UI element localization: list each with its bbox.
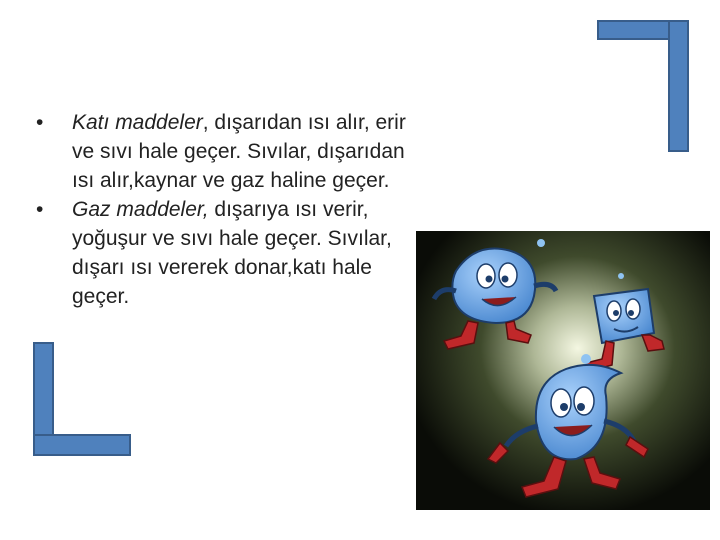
illustration-svg (416, 231, 710, 510)
slide-body-text (36, 108, 426, 311)
bullet-text: , dışarıdan ısı alır, erir ve sıvı hale geçer. Sıvılar, dışarıdan ısı alır,kaynar ve gaz haline geçer. (72, 111, 406, 192)
bullet-text: dışarıya ısı verir, yoğuşur ve sıvı hale geçer. Sıvılar, dışarı ısı vererek donar,katı hale geçer. (72, 198, 392, 308)
top-right-bracket-vertical (668, 20, 689, 152)
bullet-emphasis: Katı maddeler (72, 111, 203, 134)
bullet-emphasis: Gaz maddeler, (72, 198, 209, 221)
bullet-marker: • (36, 198, 44, 221)
bullet-item-gases (36, 195, 426, 311)
bullet-marker: • (36, 111, 44, 134)
water-droplet-characters-illustration (416, 231, 710, 510)
bottom-left-bracket-horizontal (33, 434, 131, 456)
bullet-item-solids (36, 108, 426, 195)
